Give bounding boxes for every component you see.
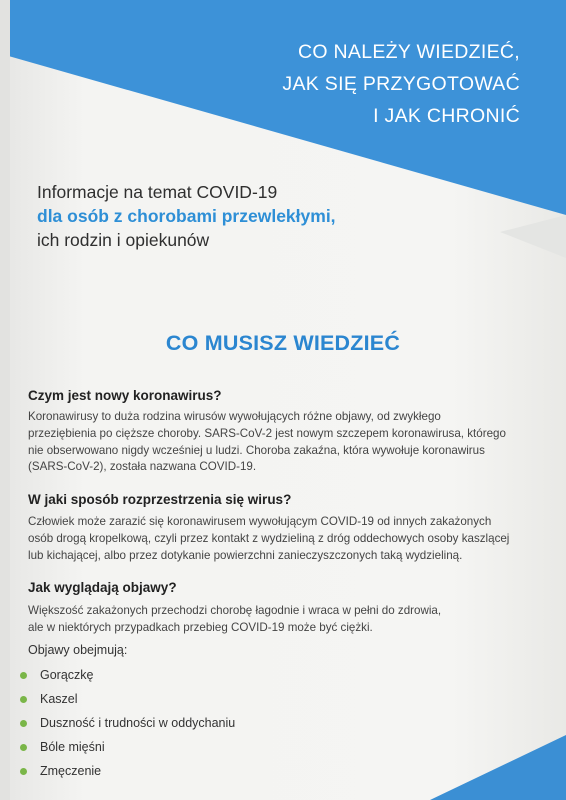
list-item-text: Gorączkę [40, 668, 94, 682]
banner-line-2: JAK SIĘ PRZYGOTOWAĆ [282, 73, 520, 95]
intro-line-2: dla osób z chorobami przewlekłymi, [37, 206, 336, 226]
list-item [20, 735, 235, 759]
list-item [20, 711, 235, 735]
banner-shadow [500, 215, 566, 258]
question-heading-3: Jak wyglądają objawy? [28, 580, 177, 595]
list-item-text: Bóle mięśni [40, 740, 105, 754]
paragraph-line: Większość zakażonych przechodzi chorobę łagodnie i wraca w pełni do zdrowia, [28, 604, 442, 617]
question-heading-1: Czym jest nowy koronawirus? [28, 388, 222, 403]
list-item-text: Zmęczenie [40, 764, 102, 778]
symptoms-label: Objawy obejmują: [28, 643, 128, 657]
bullet-icon [20, 696, 27, 703]
paragraph-line: lub kichającej, albo przez dotykanie powierzchni zanieczyszczonych taką wydzieliną. [28, 548, 463, 562]
paragraph-line: (SARS-CoV-2), została nazwana COVID-19. [28, 460, 257, 474]
paragraph-2 [28, 514, 548, 564]
symptoms-list [20, 663, 235, 783]
intro-block [37, 180, 336, 252]
bullet-icon [20, 720, 27, 727]
paragraph-line: Człowiek może zarazić się koronawirusem wywołującym COVID-19 od innych zakażonych [28, 515, 492, 528]
paragraph-line: ale w niektórych przypadkach przebieg COVID-19 może być ciężki. [28, 620, 373, 634]
intro-line-3: ich rodzin i opiekunów [37, 230, 210, 250]
paragraph-line: przeziębienia po cięższe choroby. SARS-CoV-2 jest nowym szczepem koronawirusa, którego [28, 426, 506, 440]
banner-line-3: I JAK CHRONIĆ [373, 105, 520, 127]
list-item [20, 663, 235, 687]
question-heading-2: W jaki sposób rozprzestrzenia się wirus? [28, 492, 292, 507]
left-edge [0, 0, 10, 800]
blue-corner-shape [430, 735, 566, 800]
banner-line-1: CO NALEŻY WIEDZIEĆ, [297, 41, 520, 63]
paragraph-3 [28, 603, 548, 637]
list-item-text: Duszność i trudności w oddychaniu [40, 716, 236, 730]
list-item-text: Kaszel [40, 692, 78, 706]
intro-line-1: Informacje na temat COVID-19 [37, 182, 278, 202]
paragraph-line: nie obserwowano nigdy wcześniej u ludzi. Choroba zakaźna, która wywołuje koronawirus [28, 443, 485, 457]
bullet-icon [20, 744, 27, 751]
paragraph-1 [28, 409, 548, 476]
paragraph-line: osób drogą kropelkową, czyli przez kontakt z wydzieliną z dróg oddechowych osoby kaszlącej [28, 531, 510, 545]
list-item [20, 687, 235, 711]
section-title: CO MUSISZ WIEDZIEĆ [165, 331, 401, 355]
bullet-icon [20, 768, 27, 775]
paragraph-line: Koronawirusy to duża rodzina wirusów wywołujących różne objawy, od zwykłego [28, 410, 441, 423]
list-item [20, 759, 235, 783]
bullet-icon [20, 672, 27, 679]
banner-heading [282, 36, 520, 132]
